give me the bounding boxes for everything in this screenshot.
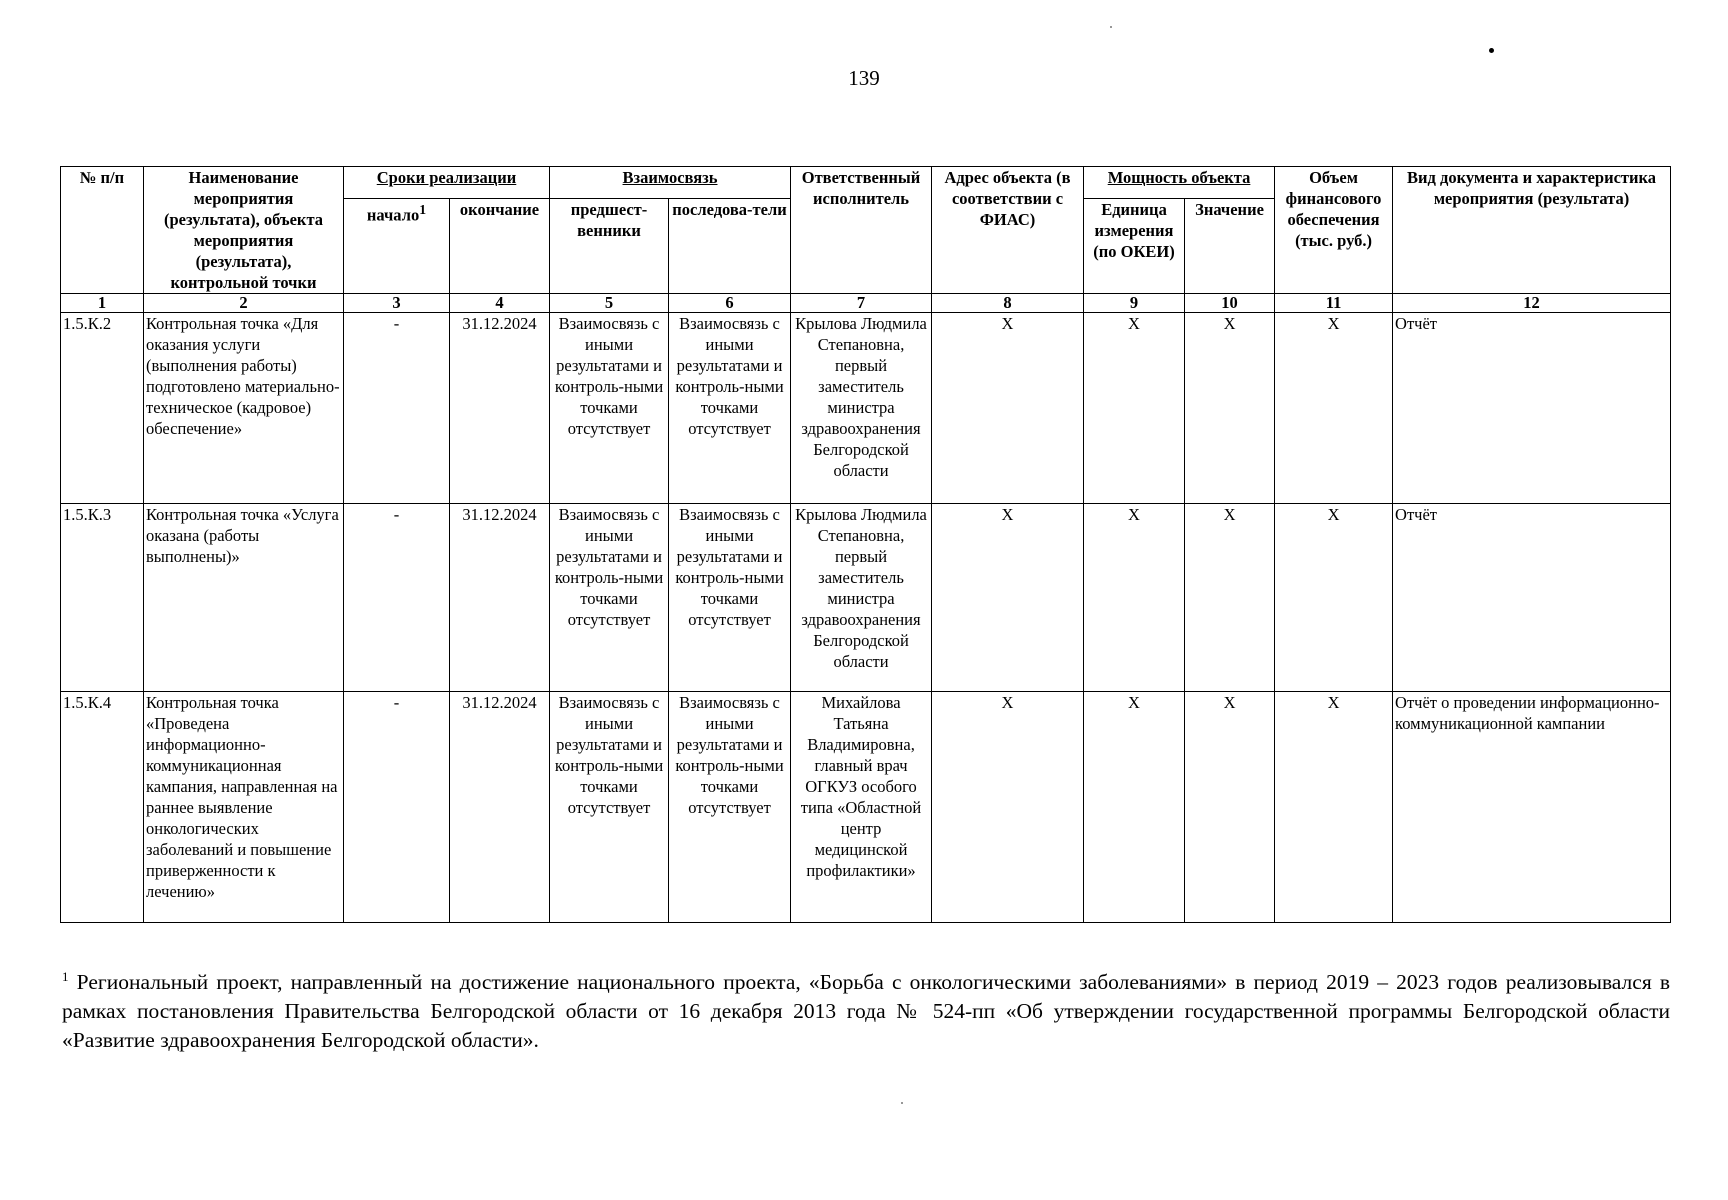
scan-speck <box>1110 26 1112 28</box>
cell-num: 1.5.К.3 <box>61 504 144 692</box>
cell-address: Х <box>932 504 1084 692</box>
column-number: 2 <box>144 294 344 313</box>
cell-start: - <box>344 313 450 504</box>
header-row-1 <box>61 167 1671 199</box>
header-end: окончание <box>450 199 550 294</box>
cell-finance: Х <box>1275 504 1393 692</box>
header-start: начало$^1$ <box>344 199 450 294</box>
cell-unit: Х <box>1084 692 1185 923</box>
header-finance: Объем финансового обеспечения (тыс. руб.) <box>1275 167 1393 294</box>
header-name: Наименование мероприятия (результата), объекта мероприятия (результата), контрольной точки <box>144 167 344 294</box>
column-number: 5 <box>550 294 669 313</box>
cell-address: Х <box>932 692 1084 923</box>
cell-unit: Х <box>1084 504 1185 692</box>
header-capacity-group: Мощность объекта <box>1084 167 1275 199</box>
cell-predecessors: Взаимосвязь с иными результатами и контроль-ными точками отсутствует <box>550 313 669 504</box>
header-terms-group: Сроки реализации <box>344 167 550 199</box>
table-row <box>61 504 1671 692</box>
cell-value: Х <box>1185 313 1275 504</box>
footnote-text: Региональный проект, направленный на достижение национального проекта, «Борьба с онкологическими заболеваниями» в период 2019 – 2023 годов реализовывался в рамках постановления Правительства Белгородской области от 16 декабря 2013 года № 524-пп «Об утверждении государственной программы Белгородской области «Развитие здравоохранения Белгородской области». <box>62 970 1671 1053</box>
table-row <box>61 692 1671 923</box>
header-address: Адрес объекта (в соответствии с ФИАС) <box>932 167 1084 294</box>
cell-value: Х <box>1185 692 1275 923</box>
cell-name: Контрольная точка «Проведена информационно-коммуникационная кампания, направленная на раннее выявление онкологических заболеваний и повышение приверженности к лечению» <box>144 692 344 923</box>
column-number: 12 <box>1393 294 1671 313</box>
cell-end: 31.12.2024 <box>450 313 550 504</box>
cell-successors: Взаимосвязь с иными результатами и контроль-ными точками отсутствует <box>669 313 791 504</box>
column-numbers-row <box>61 294 1671 313</box>
header-doc: Вид документа и характеристика мероприятия (результата) <box>1393 167 1671 294</box>
column-number: 3 <box>344 294 450 313</box>
footnote-marker: 1 <box>62 969 69 984</box>
cell-end: 31.12.2024 <box>450 692 550 923</box>
cell-name: Контрольная точка «Для оказания услуги (выполнения работы) подготовлено материально-техническое (кадровое) обеспечение» <box>144 313 344 504</box>
cell-successors: Взаимосвязь с иными результатами и контроль-ными точками отсутствует <box>669 692 791 923</box>
plan-table <box>60 166 1671 923</box>
header-successors: последова-тели <box>669 199 791 294</box>
cell-finance: Х <box>1275 692 1393 923</box>
cell-responsible: Крылова Людмила Степановна, первый заместитель министра здравоохранения Белгородской области <box>791 504 932 692</box>
column-number: 11 <box>1275 294 1393 313</box>
cell-name: Контрольная точка «Услуга оказана (работы выполнены)» <box>144 504 344 692</box>
footnote <box>62 962 1670 1055</box>
header-responsible: Ответственный исполнитель <box>791 167 932 294</box>
page-number: 139 <box>848 66 880 90</box>
cell-num: 1.5.К.4 <box>61 692 144 923</box>
table-row <box>61 313 1671 504</box>
column-number: 10 <box>1185 294 1275 313</box>
cell-responsible: Михайлова Татьяна Владимировна, главный врач ОГКУЗ особого типа «Областной центр медицинской профилактики» <box>791 692 932 923</box>
header-predecessors: предшест-венники <box>550 199 669 294</box>
cell-start: - <box>344 692 450 923</box>
cell-successors: Взаимосвязь с иными результатами и контроль-ными точками отсутствует <box>669 504 791 692</box>
cell-num: 1.5.К.2 <box>61 313 144 504</box>
header-value: Значение <box>1185 199 1275 294</box>
column-number: 7 <box>791 294 932 313</box>
cell-doc: Отчёт <box>1393 313 1671 504</box>
header-unit: Единица измерения (по ОКЕИ) <box>1084 199 1185 294</box>
scan-speck <box>901 1102 903 1104</box>
header-num: № п/п <box>61 167 144 294</box>
cell-start: - <box>344 504 450 692</box>
column-number: 8 <box>932 294 1084 313</box>
cell-value: Х <box>1185 504 1275 692</box>
cell-finance: Х <box>1275 313 1393 504</box>
footnote-ref: 1 <box>419 202 427 218</box>
scan-dot <box>1489 48 1494 53</box>
cell-unit: Х <box>1084 313 1185 504</box>
cell-doc: Отчёт <box>1393 504 1671 692</box>
column-number: 6 <box>669 294 791 313</box>
cell-predecessors: Взаимосвязь с иными результатами и контроль-ными точками отсутствует <box>550 692 669 923</box>
header-link-group: Взаимосвязь <box>550 167 791 199</box>
cell-doc: Отчёт о проведении информационно-коммуникационной кампании <box>1393 692 1671 923</box>
cell-end: 31.12.2024 <box>450 504 550 692</box>
column-number: 1 <box>61 294 144 313</box>
cell-predecessors: Взаимосвязь с иными результатами и контроль-ными точками отсутствует <box>550 504 669 692</box>
cell-responsible: Крылова Людмила Степановна, первый заместитель министра здравоохранения Белгородской области <box>791 313 932 504</box>
cell-address: Х <box>932 313 1084 504</box>
column-number: 9 <box>1084 294 1185 313</box>
column-number: 4 <box>450 294 550 313</box>
